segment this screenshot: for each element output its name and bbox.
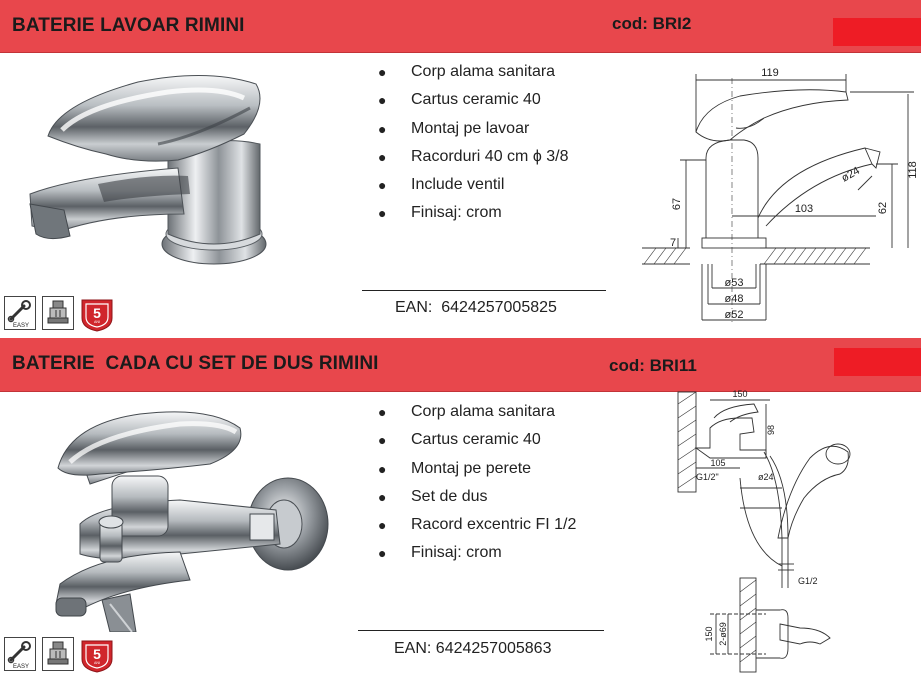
svg-text:103: 103 [794,203,814,215]
product-header [0,0,921,53]
bullet-icon: ● [378,545,387,562]
ean-divider [362,290,606,291]
svg-text:EASY: EASY [13,664,30,670]
bullet-icon: ● [378,488,387,505]
ean-code: EAN: 6424257005863 [394,640,552,657]
bullet-icon: ● [378,64,387,80]
feature-item: ● Montaj pe perete [378,459,532,477]
cartridge-icon [42,296,74,330]
bullet-icon: ● [378,460,387,477]
technical-drawing [670,388,920,675]
feature-item: ● Cartus ceramic 40 [378,91,541,109]
bullet-icon: ● [378,404,387,420]
product-header [0,338,921,392]
product-title: BATERIE CADA CU SET DE DUS RIMINI [12,353,379,374]
feature-badges [4,637,114,673]
svg-text:ø24: ø24 [758,472,774,482]
svg-text:ANI: ANI [94,320,100,324]
svg-text:98: 98 [766,424,776,436]
product-title: BATERIE LAVOAR RIMINI [12,15,245,36]
bullet-icon: ● [378,120,387,137]
bullet-icon: ● [378,177,387,194]
svg-text:G1/2: G1/2 [798,576,818,586]
svg-text:67: 67 [671,197,683,211]
feature-item: ● Racorduri 40 cm ϕ 3/8 [378,147,569,165]
feature-item: ● Finisaj: crom [378,544,502,562]
feature-item: ● Finisaj: crom [378,204,502,222]
product-photo-bath-mixer [40,404,340,632]
red-label-box [834,348,921,376]
svg-text:5: 5 [93,305,101,321]
svg-text:ø24: ø24 [839,164,862,185]
feature-item: ● Cartus ceramic 40 [378,431,541,449]
svg-text:119: 119 [761,67,779,79]
svg-text:ø48: ø48 [724,293,744,305]
bullet-icon: ● [378,92,387,109]
svg-text:7: 7 [670,237,677,249]
warranty-shield-icon [80,637,114,673]
product-code: cod: BRI11 [609,356,697,375]
bullet-icon: ● [378,517,387,534]
feature-item: ● Include ventil [378,176,505,194]
svg-text:2-ø69: 2-ø69 [718,622,728,646]
svg-text:EASY: EASY [13,323,30,329]
svg-text:150: 150 [704,626,714,642]
feature-item: ● Racord excentric FI 1/2 [378,516,577,534]
product-section-bri11 [0,338,921,677]
ean-code: EAN: 6424257005825 [395,299,557,316]
svg-text:62: 62 [877,201,889,215]
svg-text:5: 5 [93,646,101,662]
cartridge-icon [42,637,74,671]
svg-text:150: 150 [732,389,748,399]
feature-item: ● Montaj pe lavoar [378,119,530,137]
feature-item: ● Set de dus [378,487,488,505]
feature-badges [4,296,114,332]
svg-text:ø52: ø52 [724,309,744,321]
easy-install-wrench-icon [4,637,36,671]
svg-text:ANI: ANI [94,661,100,665]
bullet-icon: ● [378,148,387,165]
product-code: cod: BRI2 [612,14,692,33]
svg-text:118: 118 [907,161,919,179]
bullet-icon: ● [378,205,387,222]
warranty-shield-icon [80,296,114,332]
feature-item: ● Corp alama sanitara [378,63,556,80]
product-section-bri2 [0,0,921,338]
product-photo-basin-mixer [18,64,274,274]
easy-install-wrench-icon [4,296,36,330]
svg-text:105: 105 [710,458,726,468]
svg-text:G1/2": G1/2" [696,472,719,482]
feature-item: ● Corp alama sanitara [378,403,556,420]
feature-list [378,62,568,232]
feature-list [378,402,576,572]
technical-drawing [640,58,921,328]
red-label-box [833,18,921,46]
svg-text:ø53: ø53 [724,277,744,289]
ean-divider [358,630,604,631]
bullet-icon: ● [378,432,387,449]
